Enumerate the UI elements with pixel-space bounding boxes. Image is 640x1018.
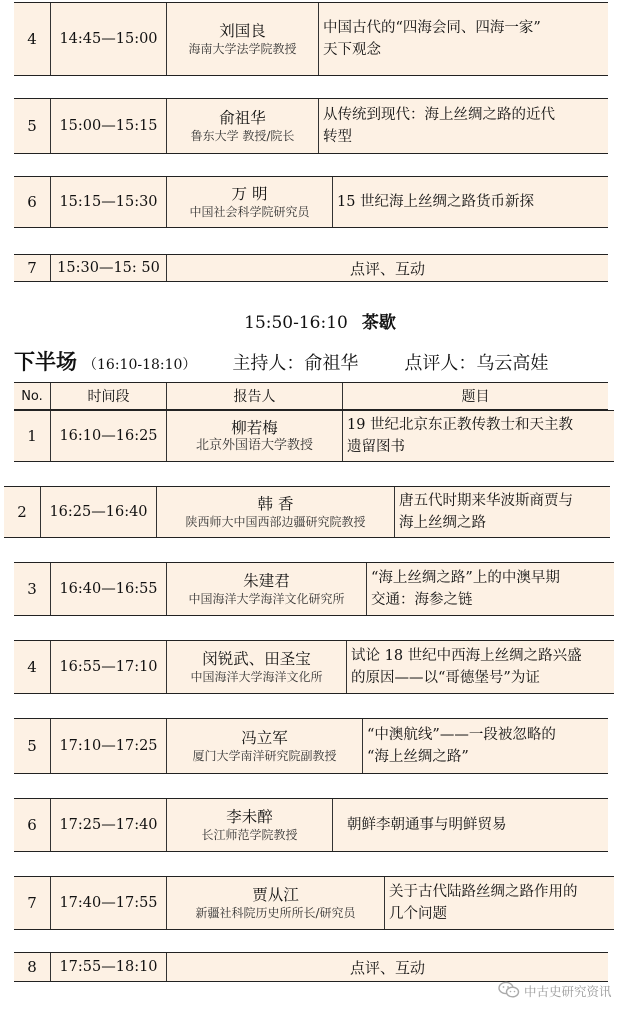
speaker-affiliation: 长江师范学院教授 [201, 827, 298, 842]
speaker-cell [166, 799, 332, 851]
schedule-row [14, 254, 608, 282]
time-slot: 16:10—16:25 [50, 411, 166, 461]
talk-title [346, 641, 614, 693]
session-host: 主持人：俞祖华 [232, 353, 359, 374]
talk-title [318, 3, 608, 75]
row-number: 2 [17, 503, 27, 521]
time-slot: 16:40—16:55 [50, 563, 166, 615]
talk-title-line: 海上丝绸之路 [399, 515, 486, 531]
header-time: 时间段 [50, 383, 166, 409]
talk-title-line: 关于古代陆路丝绸之路作用的 [389, 884, 578, 900]
speaker-affiliation: 鲁东大学 教授/院长 [190, 128, 295, 143]
talk-title-line: “海上丝绸之路” [367, 749, 469, 765]
row-number: 8 [27, 958, 37, 976]
row-number: 5 [27, 117, 37, 135]
speaker-name: 闵锐武、田圣宝 [202, 649, 311, 668]
talk-title-line: 遗留图书 [347, 439, 405, 455]
time-slot: 16:25—16:40 [40, 487, 156, 537]
speaker-cell [156, 487, 394, 537]
speaker-name: 李未醉 [226, 807, 273, 826]
talk-title-line: 试论 18 世纪中西海上丝绸之路兴盛 [351, 648, 582, 664]
time-slot: 14:45—15:00 [50, 3, 166, 75]
talk-title [332, 177, 608, 227]
time-slot: 17:25—17:40 [50, 799, 166, 851]
row-number: 7 [27, 894, 37, 912]
speaker-name: 刘国良 [219, 21, 266, 40]
session-name: 下半场 [14, 349, 77, 374]
schedule-row [14, 410, 614, 462]
speaker-cell [166, 411, 342, 461]
speaker-cell [166, 719, 362, 773]
row-number: 3 [27, 580, 37, 598]
tea-break-time: 15:50-16:10 [244, 313, 348, 333]
talk-title-line: 的原因——以“哥德堡号”为证 [351, 670, 540, 686]
comment-cell: 点评、互动 [166, 255, 608, 281]
schedule-row [14, 876, 614, 930]
tea-break-label: 茶歇 [361, 313, 396, 333]
time-slot: 17:10—17:25 [50, 719, 166, 773]
speaker-affiliation: 北京外国语大学教授 [195, 437, 313, 453]
talk-title-line: 交通：海参之链 [371, 592, 473, 608]
speaker-affiliation: 海南大学法学院教授 [188, 41, 297, 56]
session-time: （16:10-18:10） [83, 357, 197, 373]
time-slot: 17:55—18:10 [50, 953, 166, 981]
talk-title-line: 19 世纪北京东正教传教士和天主教 [347, 417, 574, 433]
talk-title-line: “中澳航线”——一段被忽略的 [367, 727, 556, 743]
speaker-cell [166, 177, 332, 227]
speaker-cell [166, 877, 384, 929]
talk-title-line: 几个问题 [389, 906, 447, 922]
speaker-name: 柳若梅 [231, 418, 278, 437]
schedule-row [14, 562, 614, 616]
row-number: 6 [27, 193, 37, 211]
watermark [498, 978, 632, 1004]
talk-title [366, 563, 614, 615]
speaker-name: 俞祖华 [219, 108, 266, 127]
talk-title [318, 99, 608, 153]
row-number: 4 [27, 658, 37, 676]
speaker-name: 朱建君 [243, 571, 290, 590]
time-slot: 15:00—15:15 [50, 99, 166, 153]
talk-title [342, 411, 614, 461]
schedule-row [14, 798, 608, 852]
row-number: 1 [27, 427, 37, 445]
header-title: 题目 [342, 383, 608, 409]
talk-title-line: 天下观念 [323, 42, 381, 58]
speaker-affiliation: 新疆社科院历史所所长/研究员 [195, 905, 356, 920]
talk-title-line: 转型 [323, 129, 352, 145]
time-slot: 15:30—15: 50 [50, 255, 166, 281]
speaker-affiliation: 厦门大学南洋研究院副教授 [192, 748, 337, 763]
header-no: No. [21, 388, 43, 404]
talk-title-line: 中国古代的“四海会同、四海一家” [323, 20, 541, 36]
speaker-name: 韩 香 [257, 494, 294, 513]
speaker-cell [166, 563, 366, 615]
talk-title [384, 877, 614, 929]
talk-title [332, 799, 608, 851]
schedule-row [14, 176, 608, 228]
schedule-row [14, 2, 608, 76]
speaker-cell [166, 3, 318, 75]
talk-title-line: “海上丝绸之路”上的中澳早期 [371, 570, 560, 586]
talk-title-line: 朝鲜李朝通事与明鲜贸易 [347, 817, 507, 833]
schedule-row [14, 718, 608, 774]
row-number: 7 [27, 259, 37, 277]
row-number: 4 [27, 30, 37, 48]
schedule-row [14, 640, 614, 694]
talk-title-line: 15 世纪海上丝绸之路货币新探 [337, 194, 535, 210]
comment-cell: 点评、互动 [166, 953, 608, 981]
speaker-cell [166, 641, 346, 693]
row-number: 5 [27, 737, 37, 755]
talk-title [362, 719, 608, 773]
table-header [14, 382, 608, 410]
speaker-name: 贾从江 [252, 885, 299, 904]
schedule-row [4, 486, 610, 538]
time-slot: 15:15—15:30 [50, 177, 166, 227]
session-heading [14, 346, 626, 372]
speaker-affiliation: 陕西师大中国西部边疆研究院教授 [185, 514, 366, 529]
talk-title-line: 唐五代时期来华波斯商贾与 [399, 493, 573, 509]
session-reviewer: 点评人：乌云高娃 [404, 353, 549, 374]
schedule-row [14, 98, 608, 154]
watermark-text: 中古史研究资讯 [524, 984, 612, 999]
time-slot: 16:55—17:10 [50, 641, 166, 693]
speaker-affiliation: 中国社会科学院研究员 [189, 204, 310, 219]
row-number: 6 [27, 816, 37, 834]
speaker-name: 冯立军 [241, 728, 288, 747]
speaker-affiliation: 中国海洋大学海洋文化研究所 [188, 591, 345, 606]
talk-title-line: 从传统到现代：海上丝绸之路的近代 [323, 107, 555, 123]
header-speaker: 报告人 [166, 383, 342, 409]
speaker-name: 万 明 [231, 184, 268, 203]
talk-title [394, 487, 610, 537]
wechat-icon [498, 981, 520, 1002]
time-slot: 17:40—17:55 [50, 877, 166, 929]
speaker-cell [166, 99, 318, 153]
speaker-affiliation: 中国海洋大学海洋文化所 [190, 669, 323, 684]
tea-break [0, 308, 640, 333]
